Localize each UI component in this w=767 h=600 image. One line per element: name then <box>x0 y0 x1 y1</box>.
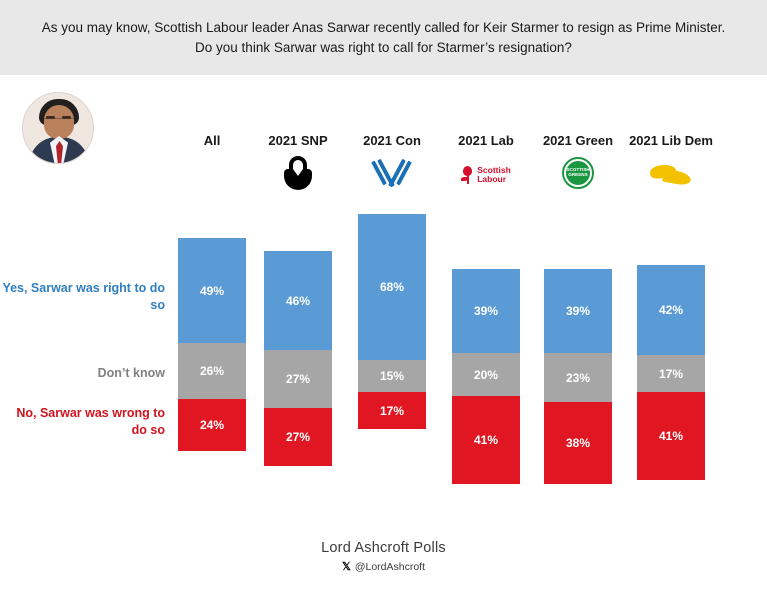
segment-no: 24% <box>178 399 246 451</box>
bar-stack-2021-lab <box>452 269 520 484</box>
stacked-bar-chart <box>0 75 767 530</box>
column-label-2021-lab: 2021 Lab <box>458 133 514 148</box>
segment-no: 41% <box>637 392 705 480</box>
bar-stack-2021-lib-dem <box>637 265 705 480</box>
bar-stack-2021-con <box>358 214 426 429</box>
x-logo-icon: 𝕏 <box>341 561 351 573</box>
segment-dont-know: 27% <box>264 350 332 408</box>
segment-dont-know: 17% <box>637 355 705 392</box>
column-label-2021-green: 2021 Green <box>542 133 614 148</box>
bar-stack-2021-green <box>544 269 612 484</box>
segment-yes: 46% <box>264 251 332 350</box>
column-label-2021-con: 2021 Con <box>363 133 421 148</box>
bar-stack-2021-snp <box>264 251 332 466</box>
conservative-logo-icon <box>358 153 426 193</box>
segment-no: 41% <box>452 396 520 484</box>
scottish-labour-logo-icon: Scottish Labour <box>452 155 520 195</box>
row-label-dont-know: Don’t know <box>97 366 165 380</box>
footer-title: Lord Ashcroft Polls <box>321 540 446 556</box>
lib-dem-logo-icon <box>637 155 705 195</box>
column-label-2021-lib-dem: 2021 Lib Dem <box>629 133 713 148</box>
segment-yes: 42% <box>637 265 705 355</box>
segment-dont-know: 23% <box>544 353 612 402</box>
segment-dont-know: 20% <box>452 353 520 396</box>
column-label-2021-snp: 2021 SNP <box>268 133 328 148</box>
bar-stack-all <box>178 238 246 451</box>
column-label-all: All <box>203 133 221 148</box>
footer-handle <box>0 560 767 573</box>
segment-yes: 39% <box>452 269 520 353</box>
row-label-no: No, Sarwar was wrong to do so <box>16 406 165 437</box>
scottish-greens-logo-icon: SCOTTISH GREENS <box>544 153 612 193</box>
footer-handle-text: @LordAshcroft <box>354 560 426 573</box>
segment-no: 38% <box>544 402 612 484</box>
question-banner <box>0 0 767 75</box>
segment-yes: 39% <box>544 269 612 353</box>
segment-no: 27% <box>264 408 332 466</box>
segment-no: 17% <box>358 392 426 429</box>
snp-logo-icon <box>264 153 332 193</box>
segment-yes: 68% <box>358 214 426 360</box>
segment-dont-know: 26% <box>178 343 246 399</box>
row-label-yes: Yes, Sarwar was right to do so <box>2 281 165 312</box>
question-text: As you may know, Scottish Labour leader Anas Sarwar recently called for Keir Starmer to resign as Prime Minister. Do you think Sarwar was right to call for Starmer’s resignation? <box>41 19 726 55</box>
footer <box>0 540 767 573</box>
segment-dont-know: 15% <box>358 360 426 392</box>
segment-yes: 49% <box>178 238 246 343</box>
